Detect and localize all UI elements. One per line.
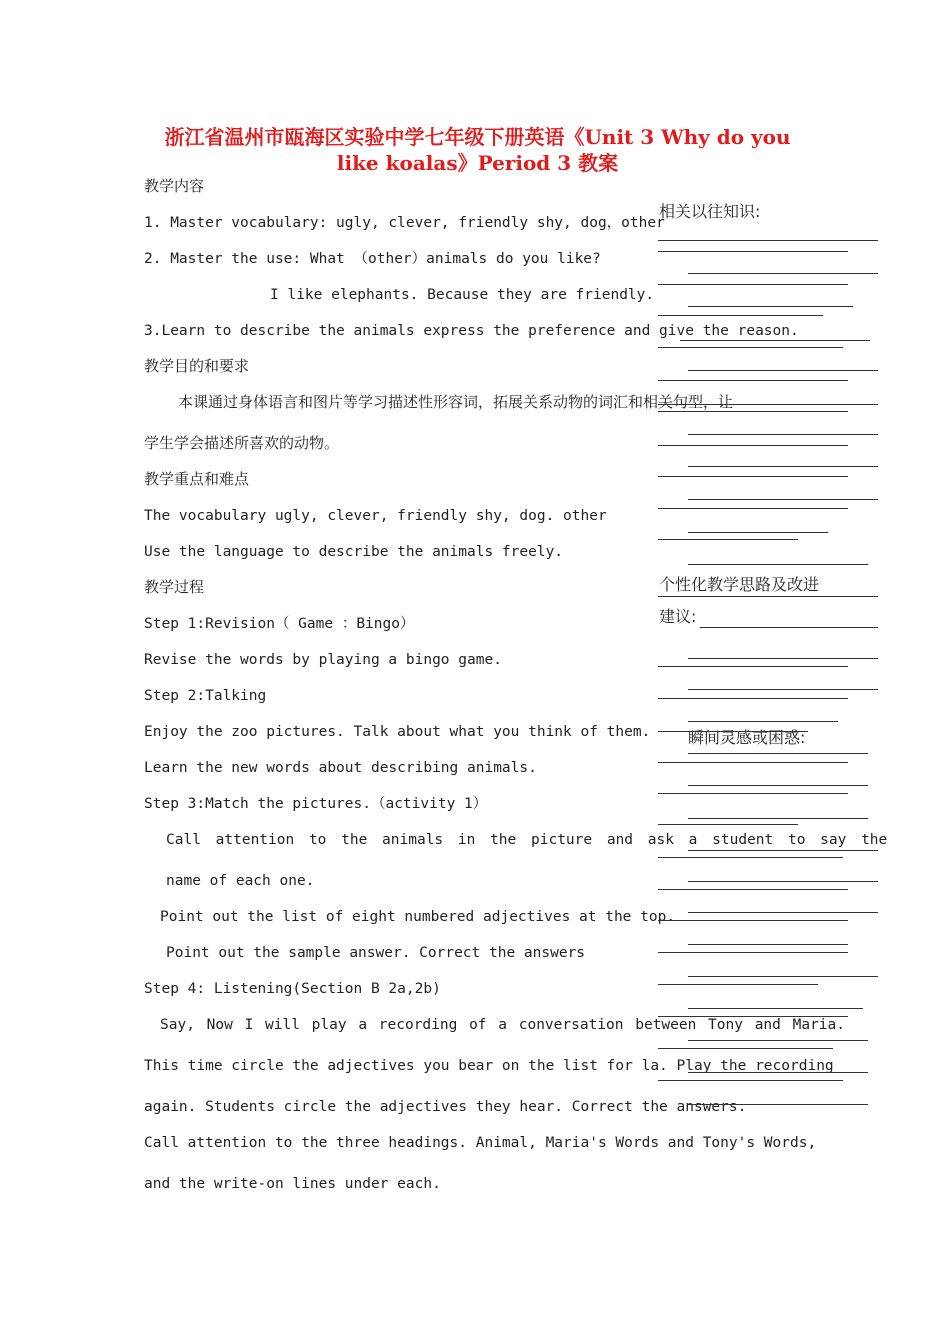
section-heading-goals: 教学目的和要求 bbox=[144, 357, 250, 375]
body-line: Step 2:Talking bbox=[144, 688, 267, 704]
body-line: 2. Master the use: What （other）animals do you like? bbox=[144, 251, 601, 267]
body-line: This time circle the adjectives you bear on the list for la. Play the recording bbox=[144, 1058, 834, 1074]
body-line: 1. Master vocabulary: ugly, clever, friendly shy, dog，other bbox=[144, 215, 665, 231]
body-line: Step 4: Listening(Section B 2a,2b) bbox=[144, 981, 441, 997]
write-on-line bbox=[658, 476, 848, 477]
document-title-line-2: like koalas》Period 3 教案 bbox=[336, 151, 619, 175]
write-on-line bbox=[658, 445, 848, 446]
write-on-line bbox=[688, 370, 878, 371]
body-line: Point out the list of eight numbered adjectives at the top. bbox=[160, 909, 676, 925]
write-on-line bbox=[658, 666, 848, 667]
write-on-line bbox=[688, 753, 868, 754]
write-on-line bbox=[688, 944, 848, 945]
write-on-line bbox=[688, 1008, 863, 1009]
write-on-line bbox=[658, 411, 848, 412]
write-on-line bbox=[688, 850, 878, 851]
sidebar-heading-personalized-line-1: 个性化教学思路及改进 bbox=[659, 575, 820, 594]
write-on-line bbox=[688, 564, 868, 565]
body-line: The vocabulary ugly, clever, friendly shy, dog. other bbox=[144, 508, 607, 524]
write-on-line bbox=[688, 434, 878, 435]
body-line: I like elephants. Because they are friendly. bbox=[270, 287, 655, 303]
write-on-line bbox=[658, 240, 878, 241]
write-on-line bbox=[658, 857, 843, 858]
body-line: Step 1:Revision（ Game ：Bingo） bbox=[144, 616, 415, 632]
write-on-line bbox=[688, 721, 838, 722]
write-on-line bbox=[688, 689, 878, 690]
write-on-line bbox=[688, 306, 853, 307]
document-title-line-1: 浙江省温州市瓯海区实验中学七年级下册英语《Unit 3 Why do you bbox=[164, 125, 791, 149]
write-on-line bbox=[658, 889, 848, 890]
sidebar-heading-inspiration: 瞬间灵感或困惑: bbox=[688, 728, 806, 747]
write-on-line bbox=[658, 539, 798, 540]
body-line: Call attention to the animals in the picture and ask a student to say the bbox=[166, 832, 888, 848]
body-line: Step 3:Match the pictures.（activity 1） bbox=[144, 796, 488, 812]
body-line: Call attention to the three headings. Animal, Maria's Words and Tony's Words, bbox=[144, 1135, 817, 1151]
write-on-line bbox=[688, 1040, 868, 1041]
write-on-line bbox=[688, 1104, 868, 1105]
write-on-line bbox=[658, 984, 818, 985]
write-on-line bbox=[688, 785, 868, 786]
section-heading-process: 教学过程 bbox=[144, 578, 205, 596]
write-on-line bbox=[658, 762, 848, 763]
body-line: name of each one. bbox=[166, 873, 315, 889]
write-on-line bbox=[688, 466, 878, 467]
body-line: 本课通过身体语言和图片等学习描述性形容词，拓展关系动物的词汇和相关句型，让 bbox=[178, 393, 734, 411]
write-on-line bbox=[688, 532, 828, 533]
write-on-line bbox=[658, 508, 848, 509]
write-on-line bbox=[658, 315, 823, 316]
body-line: Use the language to describe the animals freely. bbox=[144, 544, 564, 560]
write-on-line bbox=[700, 627, 878, 628]
write-on-line bbox=[658, 824, 798, 825]
write-on-line bbox=[658, 1016, 848, 1017]
write-on-line bbox=[688, 499, 878, 500]
write-on-line bbox=[658, 251, 848, 252]
body-line: Learn the new words about describing animals. bbox=[144, 760, 537, 776]
sidebar-heading-prior-knowledge: 相关以往知识: bbox=[659, 202, 761, 221]
body-line: 3.Learn to describe the animals express the preference and give the reason. bbox=[144, 323, 799, 339]
write-on-line bbox=[658, 793, 848, 794]
body-line: and the write-on lines under each. bbox=[144, 1176, 441, 1192]
sidebar-heading-personalized-line-2: 建议: bbox=[659, 607, 697, 626]
body-line: 学生学会描述所喜欢的动物。 bbox=[144, 434, 340, 452]
write-on-line bbox=[688, 881, 878, 882]
write-on-line bbox=[658, 731, 808, 732]
body-line: Revise the words by playing a bingo game. bbox=[144, 652, 502, 668]
write-on-line bbox=[658, 920, 848, 921]
write-on-line bbox=[688, 912, 878, 913]
write-on-line bbox=[688, 1072, 868, 1073]
write-on-line bbox=[680, 340, 870, 341]
write-on-line bbox=[658, 952, 848, 953]
write-on-line bbox=[658, 596, 878, 597]
write-on-line bbox=[658, 1080, 843, 1081]
section-heading-content: 教学内容 bbox=[144, 177, 205, 195]
write-on-line bbox=[658, 1048, 833, 1049]
write-on-line bbox=[658, 380, 848, 381]
write-on-line bbox=[688, 273, 878, 274]
write-on-line bbox=[658, 698, 848, 699]
body-line: Say, Now I will play a recording of a conversation between Tony and Maria. bbox=[160, 1017, 846, 1033]
write-on-line bbox=[688, 818, 868, 819]
body-line: Point out the sample answer. Correct the answers bbox=[166, 945, 586, 961]
write-on-line bbox=[688, 658, 878, 659]
body-line: Enjoy the zoo pictures. Talk about what you think of them. bbox=[144, 724, 651, 740]
write-on-line bbox=[688, 976, 878, 977]
write-on-line bbox=[658, 284, 848, 285]
section-heading-key-points: 教学重点和难点 bbox=[144, 470, 250, 488]
write-on-line bbox=[658, 404, 878, 405]
write-on-line bbox=[658, 347, 843, 348]
body-line: again. Students circle the adjectives they hear. Correct the answers. bbox=[144, 1099, 747, 1115]
